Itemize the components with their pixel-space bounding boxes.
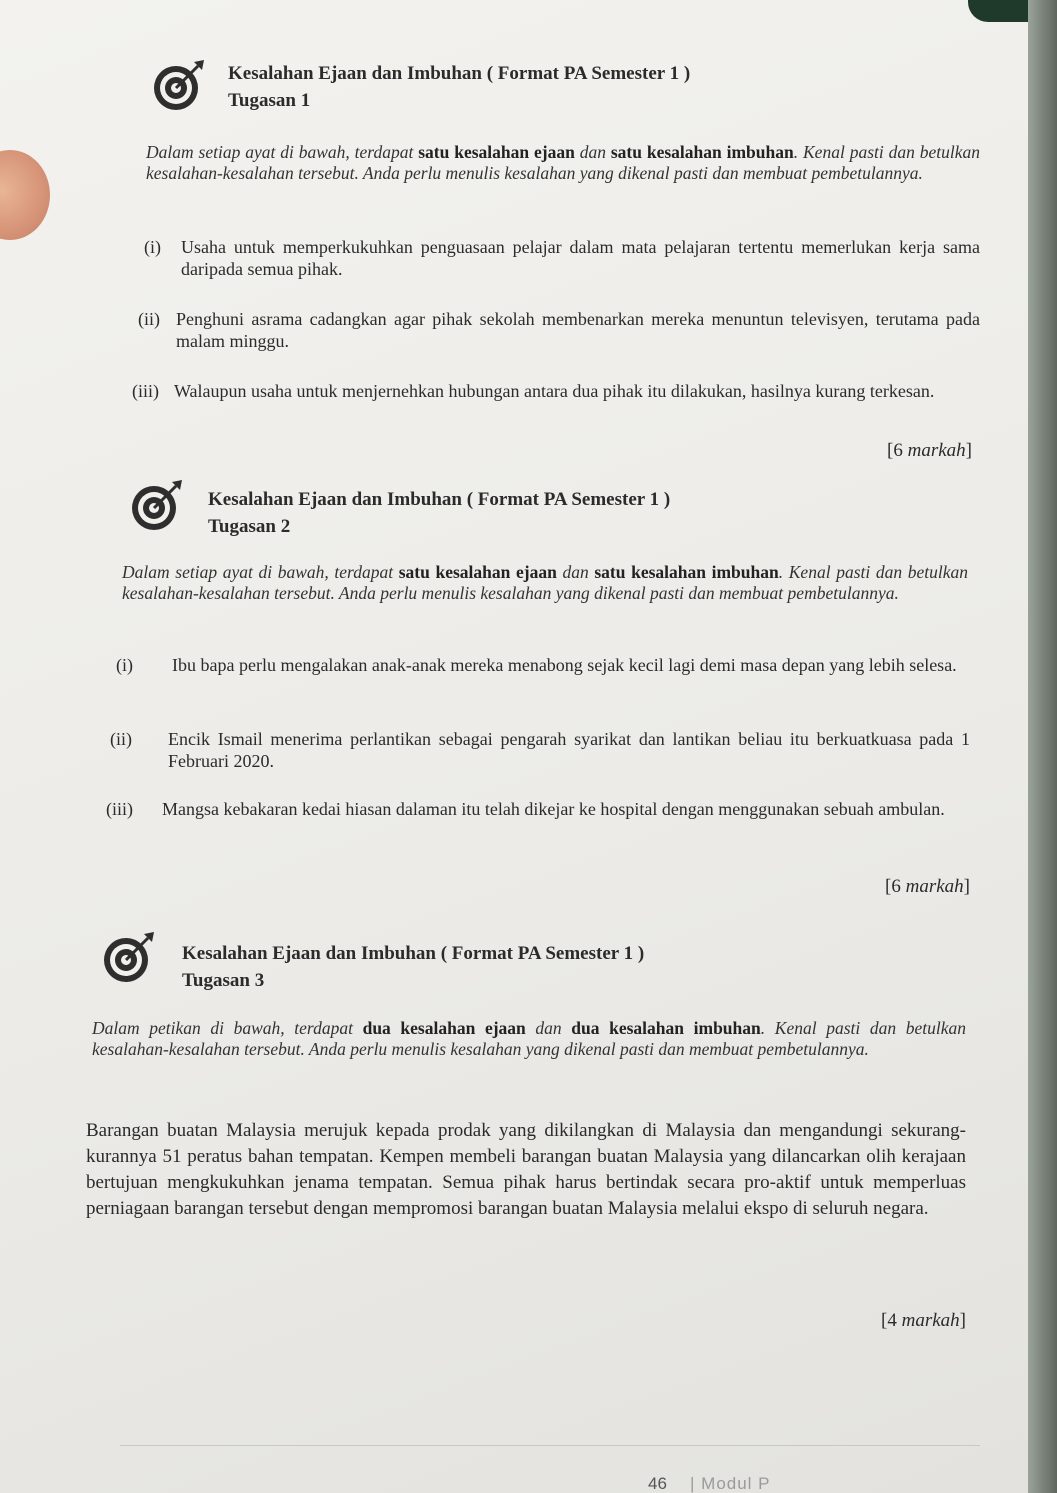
task-heading: Kesalahan Ejaan dan Imbuhan ( Format PA Semester 1 ) [228,63,691,84]
question-item: (i) Usaha untuk memperkukuhkan penguasaan pelajar dalam mata pelajaran tertentu memerlukan kerja sama daripada semua pihak. [144,237,980,279]
question-item: (iii) Walaupun usaha untuk menjernehkan hubungan antara dua pihak itu dilakukan, hasilnya kurang terkesan. [132,381,935,401]
task-subheading: Tugasan 1 [228,90,311,111]
task-3 [86,930,968,1350]
background-object [968,0,1028,22]
footer-divider [120,1445,980,1446]
task-subheading: Tugasan 2 [208,516,291,537]
target-icon [128,478,184,534]
question-item: (i) Ibu bapa perlu mengalakan anak-anak mereka menabong sejak kecil lagi demi masa depan yang lebih selesa. [116,655,957,675]
marks-label: [4 markah] [881,1310,966,1331]
task-heading: Kesalahan Ejaan dan Imbuhan ( Format PA Semester 1 ) [208,489,671,510]
question-item: (ii) Encik Ismail menerima perlantikan sebagai pengarah syarikat dan lantikan beliau itu berkuatkuasa pada 1 Februari 2020. [110,729,970,771]
task-instruction: Dalam setiap ayat di bawah, terdapat satu kesalahan ejaan dan satu kesalahan imbuhan. Kenal pasti dan betulkan kesalahan-kesalahan tersebut. Anda perlu menulis kesalahan yang dikenal pasti dan membuat pembetulannya. [122,562,969,603]
task-instruction: Dalam petikan di bawah, terdapat dua kesalahan ejaan dan dua kesalahan imbuhan. Kenal pasti dan betulkan kesalahan-kesalahan tersebut. Anda perlu menulis kesalahan yang dikenal pasti dan membuat pembetulannya. [92,1018,966,1059]
page-edge [1028,0,1057,1493]
task-2 [106,478,970,918]
target-icon [150,58,206,114]
marks-label: [6 markah] [887,440,972,461]
task-instruction: Dalam setiap ayat di bawah, terdapat satu kesalahan ejaan dan satu kesalahan imbuhan. Kenal pasti dan betulkan kesalahan-kesalahan tersebut. Anda perlu menulis kesalahan yang dikenal pasti dan membuat pembetulannya. [146,142,981,183]
task-subheading: Tugasan 3 [182,970,265,991]
finger [0,150,50,240]
passage: Barangan buatan Malaysia merujuk kepada prodak yang dikilangkan di Malaysia dan mengandungi sekurang-kurannya 51 peratus bahan tempatan. Kempen membeli barangan buatan Malaysia yang dilancarkan olih kerajaan bertujuan mengkukuhkan jenama tempatan. Semua pihak harus bertindak secara pro-aktif untuk memperluas perniagaan barangan tersebut dengan mempromosi barangan buatan Malaysia melalui ekspo di seluruh negara. [86,1120,966,1219]
footer-text: | Modul P [690,1474,771,1493]
task-1 [132,58,981,478]
page-number: 46 [648,1474,667,1493]
question-item: (ii) Penghuni asrama cadangkan agar pihak sekolah membenarkan mereka menuntun televisyen, terutama pada malam minggu. [138,309,980,351]
task-heading: Kesalahan Ejaan dan Imbuhan ( Format PA Semester 1 ) [182,943,645,964]
target-icon [100,930,156,986]
question-item: (iii) Mangsa kebakaran kedai hiasan dalaman itu telah dikejar ke hospital dengan menggunakan sebuah ambulan. [106,799,945,819]
marks-label: [6 markah] [885,876,970,897]
